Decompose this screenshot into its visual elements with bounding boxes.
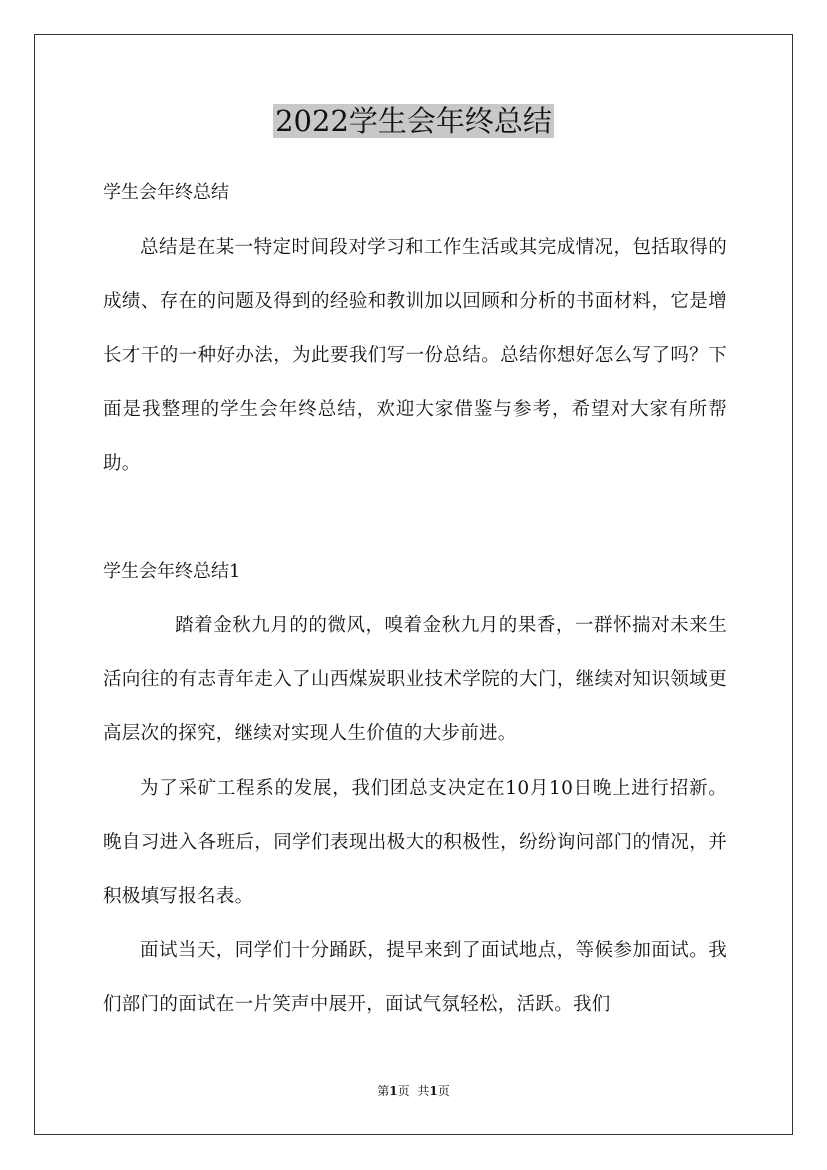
footer-total-suffix: 页: [437, 1084, 450, 1098]
body-paragraph-1: 踏着金秋九月的的微风，嗅着金秋九月的果香，一群怀揣对未来生活向往的有志青年走入了山西煤炭职业技术学院的大门，继续对知识领域更高层次的探究，继续对实现人生价值的大步前进。: [103, 615, 727, 744]
footer-page-suffix: 页: [397, 1084, 410, 1098]
intro-heading: 学生会年终总结: [103, 182, 229, 203]
section-heading: 学生会年终总结1: [103, 561, 241, 582]
footer-total-prefix: 共: [417, 1084, 430, 1098]
document-title-text: 2022学生会年终总结: [275, 104, 552, 138]
intro-paragraph: 总结是在某一特定时间段对学习和工作生活或其完成情况，包括取得的成绩、存在的问题及得到的经验和教训加以回顾和分析的书面材料，它是增长才干的一种好办法，为此要我们写一份总结。总结你想好怎么写了吗？下面是我整理的学生会年终总结，欢迎大家借鉴与参考，希望对大家有所帮助。: [103, 237, 727, 474]
footer-page-prefix: 第: [377, 1084, 390, 1098]
footer-total-number: 1: [429, 1084, 438, 1098]
page-footer: [0, 1082, 827, 1100]
document-title: [0, 100, 827, 142]
footer-page-number: 1: [389, 1084, 398, 1098]
body-paragraph-2: 为了采矿工程系的发展，我们团总支决定在10月10日晚上进行招新。晚自习进入各班后，同学们表现出极大的积极性，纷纷询问部门的情况，并积极填写报名表。: [103, 778, 727, 907]
body-paragraph-3: 面试当天，同学们十分踊跃，提早来到了面试地点，等候参加面试。我们部门的面试在一片笑声中展开，面试气氛轻松，活跃。我们: [103, 940, 727, 1015]
